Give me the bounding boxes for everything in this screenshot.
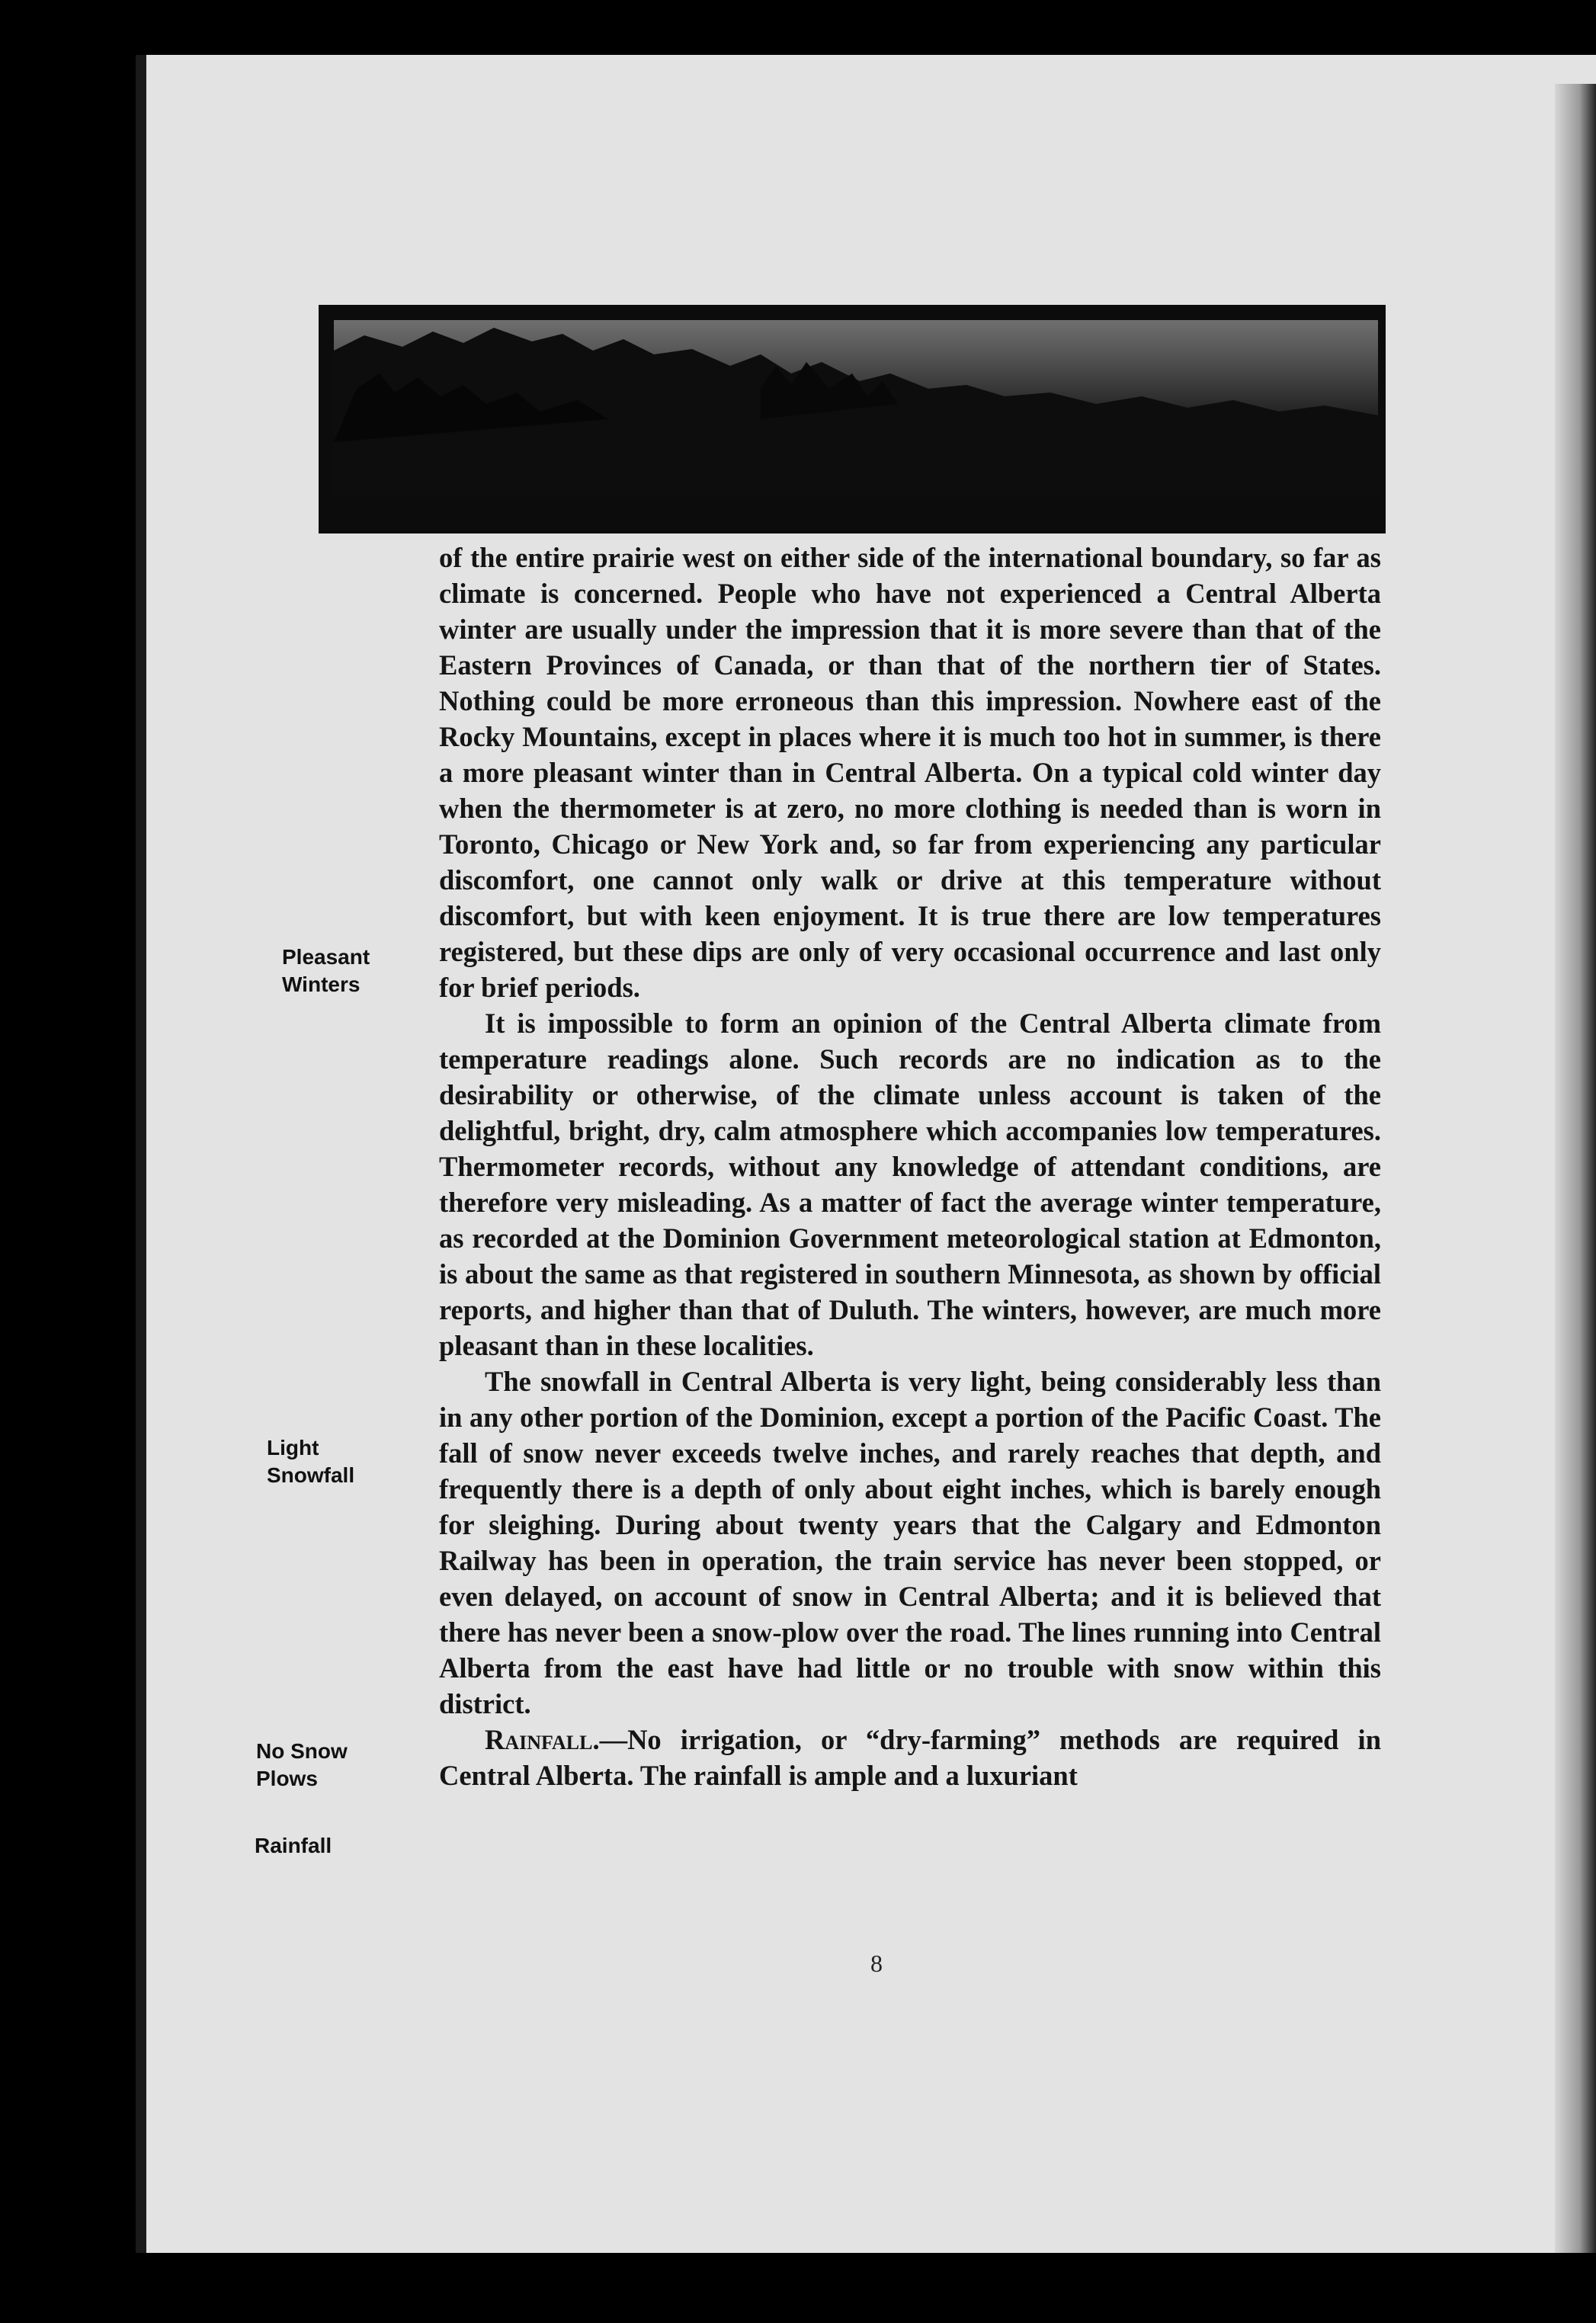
paragraph-rainfall xyxy=(439,1722,1381,1793)
landscape-photo xyxy=(319,305,1386,533)
margin-note-rainfall: Rainfall xyxy=(255,1834,332,1857)
rainfall-lead: Rainfall. xyxy=(485,1724,600,1755)
margin-note-pleasant-winters: Pleasant Winters xyxy=(282,945,370,996)
margin-note-light-snowfall: Light Snowfall xyxy=(267,1436,355,1487)
next-page-edge xyxy=(1555,84,1596,2253)
margin-note-no-snow-plows: No Snow Plows xyxy=(256,1739,348,1790)
paragraph-temperature: It is impossible to form an opinion of the Central Alberta climate from temperature readings alone. Such records are no indication as to the desirability or otherwise, of the climate unless account is taken of the delightful, bright, dry, calm atmosphere which accompanies low temperatures. Thermometer records, without any knowledge of attendant conditions, are therefore very misleading. As a matter of fact the average winter temperature, as recorded at the Dominion Government meteorological station at Edmonton, is about the same as that registered in southern Minnesota, as shown by official reports, and higher than that of Duluth. The winters, however, are much more pleasant than in these localities. xyxy=(439,1008,1381,1361)
photo-image xyxy=(334,320,1378,497)
paragraph-snowfall: The snowfall in Central Alberta is very light, being considerably less than in any other portion of the Dominion, except a portion of the Pacific Coast. The fall of snow never exceeds twelve inches, and rarely reaches that depth, and frequently there is a depth of only about eight inches, which is barely enough for sleighing. During about twenty years that the Calgary and Edmonton Railway has been in operation, the train service has never been stopped, or even delayed, on account of snow in Central Alberta; and it is believed that there has never been a snow-plow over the road. The lines running into Central Alberta from the east have had little or no trouble with snow within this district. xyxy=(439,1366,1381,1719)
paragraph-climate: of the entire prairie west on either side of the international boundary, so far as climate is concerned. People who have not experienced a Central Alberta winter are usually under the impression that it is more severe than that of the Eastern Provinces of Canada, or than that of the northern tier of States. Nothing could be more erroneous than this impression. Nowhere east of the Rocky Mountains, except in places where it is much too hot in summer, is there a more pleasant winter than in Central Alberta. On a typical cold winter day when the thermometer is at zero, no more clothing is needed than is worn in Toronto, Chicago or New York and, so far from experiencing any particular discomfort, one cannot only walk or drive at this temperature without discomfort, but with keen enjoyment. It is true there are low temperatures registered, but these dips are only of very occasional occurrence and last only for brief periods. xyxy=(439,542,1381,1003)
article-body xyxy=(439,540,1381,1793)
page-number: 8 xyxy=(870,1950,883,1977)
rainfall-text: —No irrigation, or “dry-farming” methods are required in Central Alberta. The rainfall is ample and a luxuriant xyxy=(439,1724,1381,1791)
horses-silhouette-image xyxy=(334,320,1378,497)
